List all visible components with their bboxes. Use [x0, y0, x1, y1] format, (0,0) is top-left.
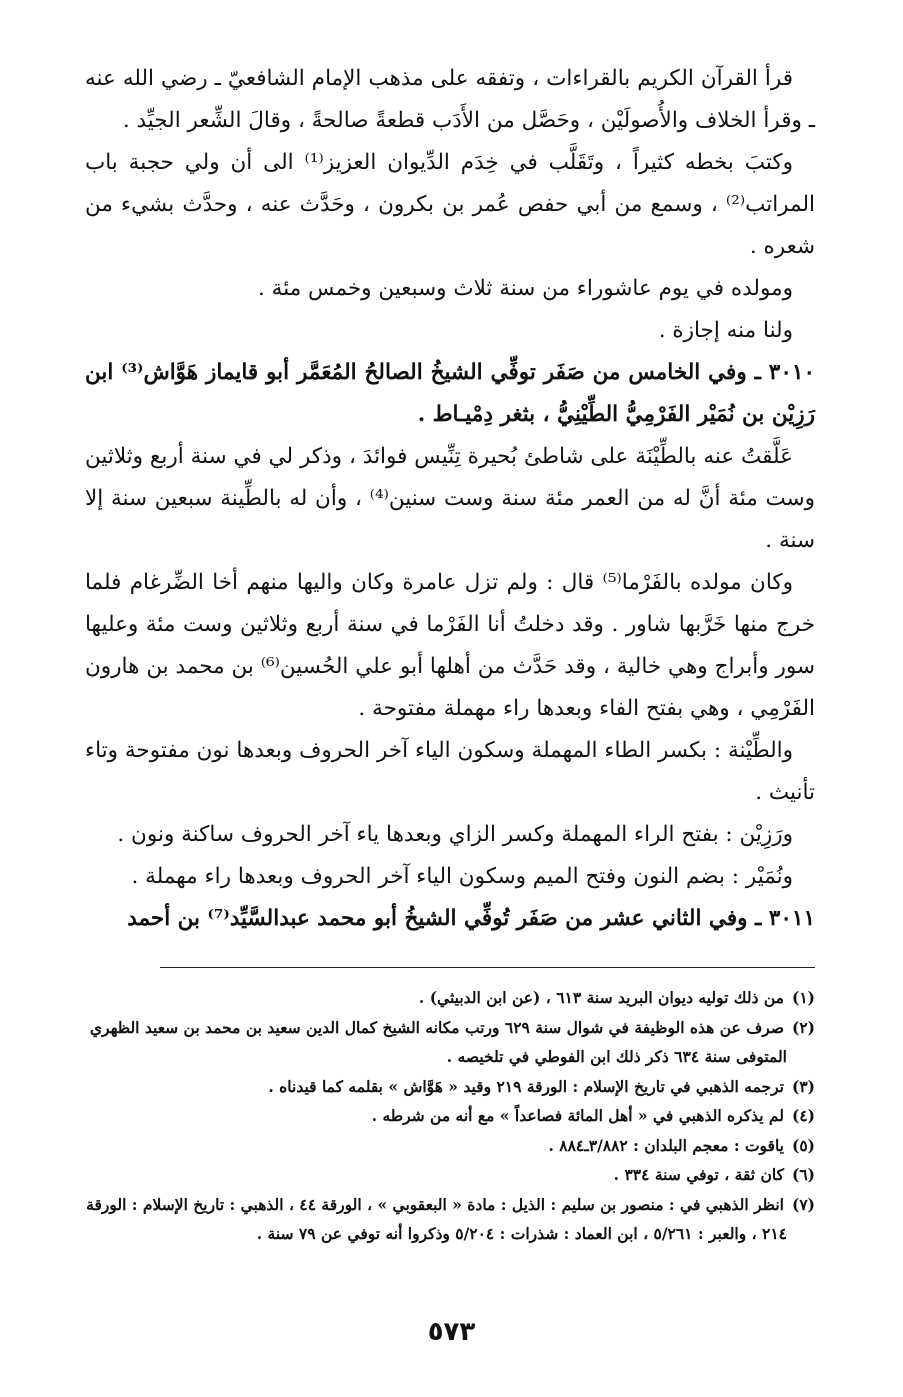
footnote-number: (٥) [791, 1135, 815, 1155]
footnote-number: (٦) [791, 1165, 815, 1184]
entry-text: ـ وفي الثاني عشر من صَفَر تُوفِّي الشيخُ أبو محمد عبدالسَّيِّد⁽⁷⁾ بن أحمد [127, 906, 762, 931]
footnote-continuation: المتوفى سنة ٦٣٤ ذكر ذلك ابن الفوطي في تلخيصه . [446, 1047, 787, 1066]
main-text [85, 58, 815, 940]
entry-number: ٣٠١١ [768, 906, 815, 931]
footnote-text: من ذلك توليه ديوان البريد سنة ٦١٣ ، (عن ابن الدبيثي) . [418, 988, 784, 1007]
entry-number: ٣٠١٠ [768, 360, 815, 385]
page-number: ٥٧٣ [427, 1317, 476, 1347]
paragraph-7: والطِّيْنة : بكسر الطاء المهملة وسكون الياء آخر الحروف وبعدها نون مفتوحة وتاء تأنيث . [85, 738, 815, 805]
footnote-number: (١) [791, 988, 815, 1007]
entry-3010 [85, 352, 815, 436]
footnote-4 [85, 1101, 815, 1131]
footnote-text: ترجمه الذهبي في تاريخ الإسلام : الورقة ٢١٩ وقيد « هَوَّاش » بقلمه كما قيدناه . [268, 1076, 784, 1096]
footnote-number: (٣) [791, 1076, 815, 1096]
paragraph-3: ومولده في يوم عاشوراء من سنة ثلاث وسبعين وخمس مئة . [258, 276, 793, 301]
entry-text: ـ وفي الخامس من صَفَر توفِّي الشيخُ الصالحُ المُعَمَّر أبو قايماز هَوَّاش⁽³⁾ ابن رَزِيْن بن نُمَيْر الفَرْمِيُّ الطِّيْنِيُّ ، بثغر دِمْيـاط . [85, 360, 815, 427]
footnote-2 [85, 1013, 815, 1072]
footnote-number: (٧) [791, 1194, 815, 1214]
paragraph-4: ولنا منه إجازة . [658, 318, 793, 343]
footnote-5 [85, 1131, 815, 1161]
footnote-continuation: ٢١٤ ، والعبر : ٥/٢٦١ ، ابن العماد : شذرات : ٥/٢٠٤ وذكروا أنه توفي عن ٧٩ سنة . [256, 1224, 787, 1243]
footnote-number: (٢) [791, 1017, 815, 1037]
paragraph-1: قرأ القرآن الكريم بالقراءات ، وتفقه على مذهب الإمام الشافعيّ ـ رضي الله عنه ـ وقرأ الخلاف والأُصولَيْن ، وحَصَّل من الأَدَب قطعةً صالحةً ، وقالَ الشِّعر الجيِّد . [85, 66, 815, 133]
paragraph-6: وكان مولده بالفَرْما⁽⁵⁾ قال : ولم تزل عامرة وكان واليها منهم أخا الضِّرغام فلما خرج منها خَرَّبها شاور . وقد دخلتُ أنا الفَرْما في سنة أربع وثلاثين وست مئة وعليها سور وأبراج وهي خالية ، وقد حَدَّث من أهلها أبو علي الحُسين⁽⁶⁾ بن محمد بن هارون الفَرْمِي ، وهي بفتح الفاء وبعدها راء مهملة مفتوحة . [85, 570, 815, 721]
footnote-divider [160, 967, 815, 968]
footnote-1 [85, 983, 815, 1013]
paragraph-5: عَلَّقتُ عنه بالطِّيْنَة على شاطئ بُحيرة تِنِّيس فوائدَ ، وذكر لي في سنة أربع وثلاثين وست مئة أنَّ له من العمر مئة سنة وست سنين⁽⁴⁾ ، وأن له بالطِّينة سبعين سنة إلا سنة . [85, 444, 815, 553]
footnote-number: (٤) [791, 1106, 815, 1125]
paragraph-9: ونُمَيْر : بضم النون وفتح الميم وسكون الياء آخر الحروف وبعدها راء مهملة . [131, 864, 793, 889]
footnotes [85, 983, 815, 1249]
paragraph-2: وكتبَ بخطه كثيراً ، وتَقَلَّب في خِدَم الدِّيوان العزيز⁽¹⁾ الى أن ولي حجبة باب المراتب⁽²⁾ ، وسمع من أبي حفص عُمر بن بكرون ، وحَدَّث عنه ، وحدَّث بشيء من شعره . [85, 150, 815, 259]
footnote-text: كان ثقة ، توفي سنة ٣٣٤ . [613, 1165, 784, 1184]
footnote-6 [85, 1160, 815, 1190]
footnote-text: صرف عن هذه الوظيفة في شوال سنة ٦٢٩ ورتب مكانه الشيخ كمال الدين سعيد بن محمد بن سعيد الظهري [89, 1017, 784, 1037]
entry-3011 [85, 898, 815, 940]
footnote-text: انظر الذهبي في : منصور بن سليم : الذيل : مادة « البعقوبي » ، الورقة ٤٤ ، الذهبي : تاريخ الإسلام : الورقة [86, 1194, 784, 1214]
footnote-7 [85, 1190, 815, 1249]
footnote-text: لم يذكره الذهبي في « أهل المائة فصاعداً » مع أنه من شرطه . [371, 1106, 784, 1125]
paragraph-8: ورَزِيْن : بفتح الراء المهملة وكسر الزاي وبعدها ياء آخر الحروف ساكنة ونون . [117, 822, 793, 847]
footnote-text: ياقوت : معجم البلدان : ٣/٨٨٢ـ٨٨٤ . [548, 1135, 784, 1155]
footnote-3 [85, 1072, 815, 1102]
